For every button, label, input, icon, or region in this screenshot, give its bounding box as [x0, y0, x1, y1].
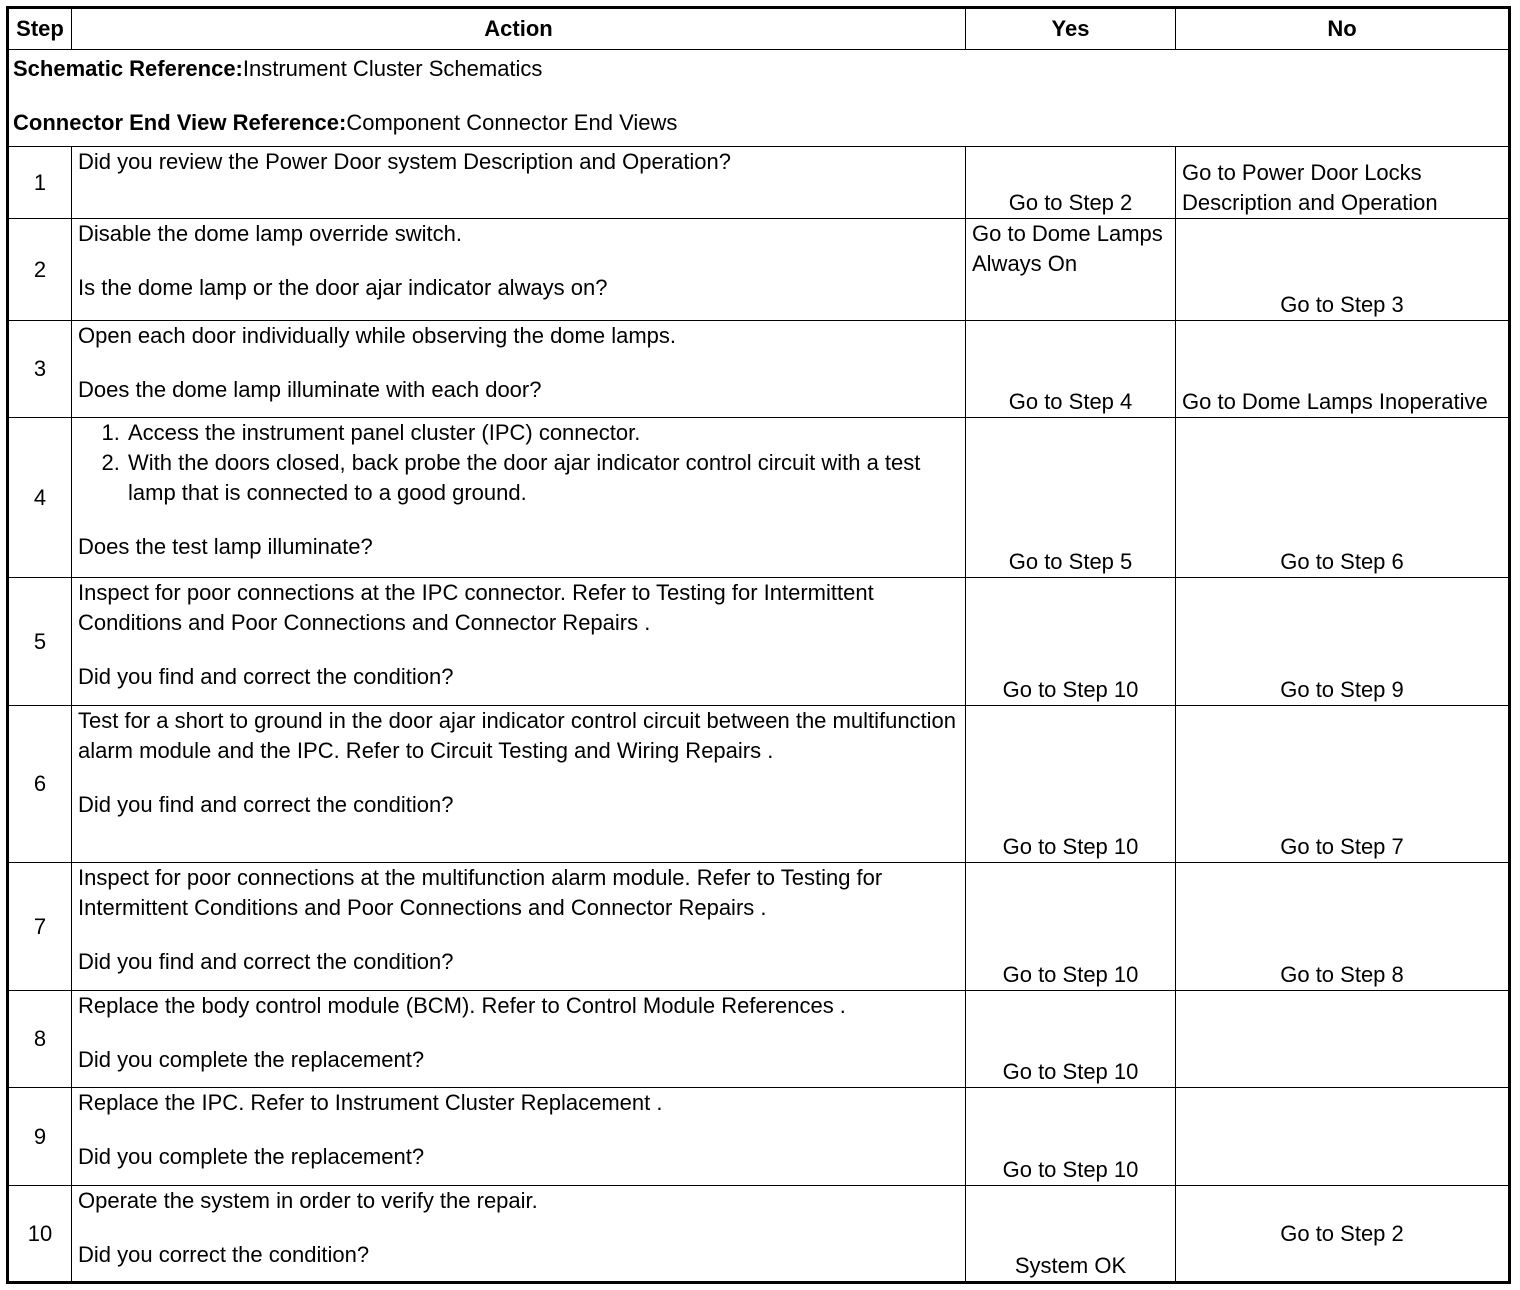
table-row — [8, 1186, 1510, 1283]
table-row — [8, 706, 1510, 863]
action-cell — [72, 147, 966, 219]
table-row — [8, 991, 1510, 1088]
header-step: Step — [8, 8, 72, 50]
action-question: Did you correct the condition? — [78, 1242, 370, 1267]
no-cell — [1176, 1088, 1510, 1186]
action-cell — [72, 991, 966, 1088]
action-question: Does the test lamp illuminate? — [78, 534, 373, 559]
action-cell — [72, 418, 966, 578]
action-cell — [72, 578, 966, 706]
table-row — [8, 863, 1510, 991]
action-text: Did you review the Power Door system Description and Operation? — [78, 149, 731, 174]
action-cell — [72, 863, 966, 991]
no-cell[interactable]: Go to Step 8 — [1176, 863, 1510, 991]
header-no: No — [1176, 8, 1510, 50]
header-yes: Yes — [966, 8, 1176, 50]
yes-cell[interactable]: Go to Step 10 — [966, 991, 1176, 1088]
yes-cell[interactable]: Go to Step 5 — [966, 418, 1176, 578]
no-cell[interactable]: Go to Step 3 — [1176, 219, 1510, 321]
action-cell — [72, 321, 966, 418]
header-row — [8, 8, 1510, 50]
action-cell — [72, 219, 966, 321]
yes-cell[interactable]: Go to Step 2 — [966, 147, 1176, 219]
table-row — [8, 321, 1510, 418]
connector-reference-link[interactable]: Component Connector End Views — [346, 110, 678, 135]
table-row — [8, 578, 1510, 706]
action-question: Did you find and correct the condition? — [78, 792, 454, 817]
step-number: 8 — [8, 991, 72, 1088]
action-cell — [72, 1186, 966, 1283]
step-number: 7 — [8, 863, 72, 991]
diagnostic-table — [6, 6, 1511, 1284]
action-question: Is the dome lamp or the door ajar indicator always on? — [78, 275, 608, 300]
action-text: Replace the IPC. Refer to Instrument Cluster Replacement . — [78, 1090, 663, 1115]
action-cell — [72, 1088, 966, 1186]
schematic-reference: Schematic Reference:Instrument Cluster Schematics — [13, 56, 543, 81]
yes-cell[interactable]: Go to Step 10 — [966, 706, 1176, 863]
action-text: Operate the system in order to verify the repair. — [78, 1188, 538, 1213]
action-text: Inspect for poor connections at the multifunction alarm module. Refer to Testing for Intermittent Conditions and Poor Connections and Connector Repairs . — [78, 865, 883, 920]
yes-cell[interactable]: System OK — [966, 1186, 1176, 1283]
no-cell[interactable]: Go to Step 2 — [1176, 1186, 1510, 1283]
reference-cell — [8, 50, 1510, 147]
action-question: Did you find and correct the condition? — [78, 664, 454, 689]
step-number: 4 — [8, 418, 72, 578]
action-text: Replace the body control module (BCM). Refer to Control Module References . — [78, 993, 846, 1018]
list-item: 2. With the doors closed, back probe the door ajar indicator control circuit with a test lamp that is connected to a good ground. — [126, 448, 959, 508]
yes-cell[interactable]: Go to Step 10 — [966, 578, 1176, 706]
step-number: 2 — [8, 219, 72, 321]
action-text: Test for a short to ground in the door ajar indicator control circuit between the multifunction alarm module and the IPC. Refer to Circuit Testing and Wiring Repairs . — [78, 708, 957, 763]
yes-cell[interactable]: Go to Step 10 — [966, 863, 1176, 991]
step-number: 1 — [8, 147, 72, 219]
connector-reference: Connector End View Reference:Component Connector End Views — [13, 110, 678, 135]
table-row — [8, 147, 1510, 219]
yes-cell[interactable]: Go to Step 10 — [966, 1088, 1176, 1186]
no-cell[interactable]: Go to Dome Lamps Inoperative — [1176, 321, 1510, 418]
table-row — [8, 1088, 1510, 1186]
action-question: Does the dome lamp illuminate with each door? — [78, 377, 542, 402]
action-question: Did you complete the replacement? — [78, 1144, 425, 1169]
action-question: Did you find and correct the condition? — [78, 949, 454, 974]
action-cell — [72, 706, 966, 863]
no-cell[interactable]: Go to Step 7 — [1176, 706, 1510, 863]
no-cell[interactable]: Go to Power Door Locks Description and Operation — [1176, 147, 1510, 219]
step-number: 10 — [8, 1186, 72, 1283]
table-row — [8, 219, 1510, 321]
action-steps-list — [78, 418, 959, 508]
header-action: Action — [72, 8, 966, 50]
action-text: Open each door individually while observing the dome lamps. — [78, 323, 677, 348]
yes-cell[interactable]: Go to Step 4 — [966, 321, 1176, 418]
action-question: Did you complete the replacement? — [78, 1047, 425, 1072]
step-number: 6 — [8, 706, 72, 863]
step-number: 3 — [8, 321, 72, 418]
no-cell[interactable]: Go to Step 6 — [1176, 418, 1510, 578]
yes-cell[interactable]: Go to Dome Lamps Always On — [966, 219, 1176, 321]
action-text: Inspect for poor connections at the IPC connector. Refer to Testing for Intermittent Conditions and Poor Connections and Connector Repairs . — [78, 580, 874, 635]
step-number: 9 — [8, 1088, 72, 1186]
no-cell — [1176, 991, 1510, 1088]
no-cell[interactable]: Go to Step 9 — [1176, 578, 1510, 706]
table-row — [8, 418, 1510, 578]
step-number: 5 — [8, 578, 72, 706]
list-item: 1. Access the instrument panel cluster (IPC) connector. — [126, 418, 959, 448]
schematic-reference-link[interactable]: Instrument Cluster Schematics — [242, 56, 543, 81]
action-text: Disable the dome lamp override switch. — [78, 221, 462, 246]
reference-row — [8, 50, 1510, 147]
